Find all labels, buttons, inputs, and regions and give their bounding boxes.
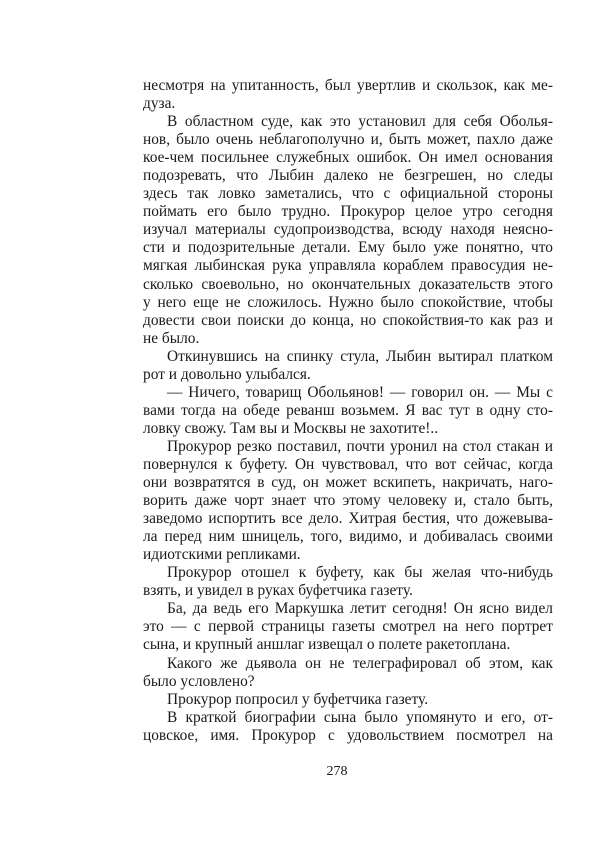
text-line: поймать его было трудно. Прокурор целое утро сегодня <box>143 203 553 221</box>
text-line: Прокурор резко поставил, почти уронил на стол стакан и <box>167 437 553 455</box>
text-line: В областном суде, как это установил для себя Оболья- <box>167 113 553 131</box>
paragraph <box>143 348 553 384</box>
text-line: у него еще не сложилось. Нужно было спокойствие, чтобы <box>143 293 553 311</box>
text-line: заведомо испортить все дело. Хитрая бестия, что дожевыва- <box>143 510 553 528</box>
text-line: цовское, имя. Прокурор с удовольствием посмотрел на <box>143 726 553 744</box>
body-text <box>143 77 553 745</box>
text-line: Прокурор попросил у буфетчика газету. <box>167 690 429 708</box>
text-line: ворить даже чорт знает что этому человеку и, стало быть, <box>143 492 553 510</box>
text-line: Прокурор отошел к буфету, как бы желая что-нибудь <box>167 564 553 582</box>
text-line: ловку свожу. Там вы и Москвы не захотите!.. <box>143 419 439 437</box>
text-line: подозревать, что Лыбин далеко не безгрешен, но следы <box>143 167 553 185</box>
paragraph <box>143 655 553 691</box>
paragraph <box>143 709 553 745</box>
text-line: В краткой биографии сына было упомянуто и его, от- <box>167 708 553 726</box>
text-line: кое-чем посильнее служебных ошибок. Он имел основания <box>143 149 553 167</box>
text-line: довести свои поиски до конца, но спокойствия-то как раз и <box>143 311 553 329</box>
text-line: сына, и крупный аншлаг извещал о полете ракетоплана. <box>143 636 511 654</box>
paragraph <box>143 77 553 113</box>
text-line: было условлено? <box>143 672 255 690</box>
paragraph <box>143 113 553 348</box>
text-line: ла перед ним шницель, того, видимо, и добивалась своими <box>143 528 553 546</box>
text-line: мягкая лыбинская рука управляла кораблем правосудия не- <box>143 257 553 275</box>
text-line: нов, было очень неблагополучно и, быть может, пахло даже <box>143 131 553 149</box>
text-line: взять, и увидел в руках буфетчика газету. <box>143 582 413 600</box>
text-line: — Ничего, товарищ Обольянов! — говорил он. — Мы с <box>167 383 553 401</box>
paragraph <box>143 691 553 709</box>
paragraph <box>143 384 553 438</box>
paragraph <box>143 564 553 600</box>
text-line: рот и довольно улыбался. <box>143 365 311 383</box>
page-number: 278 <box>326 764 348 779</box>
text-line: дуза. <box>143 95 176 113</box>
text-line: сколько своевольно, но окончательных доказательств этого <box>143 275 553 293</box>
text-line: Откинувшись на спинку стула, Лыбин вытирал платком <box>167 347 553 365</box>
text-line: сти и подозрительные детали. Ему было уже понятно, что <box>143 239 553 257</box>
paragraph <box>143 600 553 654</box>
text-line: это — с первой страницы газеты смотрел на него портрет <box>143 618 553 636</box>
text-line: Ба, да ведь его Маркушка летит сегодня! Он ясно видел <box>167 600 553 618</box>
text-line: они возвратятся в суд, он может вскипеть, накричать, наго- <box>143 474 553 492</box>
text-line: несмотря на упитанность, был увертлив и скользок, как ме- <box>143 77 553 94</box>
text-line: вами тогда на обеде реванш возьмем. Я вас тут в одну сто- <box>143 401 553 419</box>
text-line: не было. <box>143 329 200 347</box>
text-line: Какого же дьявола он не телеграфировал об этом, как <box>167 654 553 672</box>
text-line: изучал материалы судопроизводства, всюду находя неясно- <box>143 221 553 239</box>
text-line: повернулся к буфету. Он чувствовал, что вот сейчас, когда <box>143 455 553 473</box>
paragraph <box>143 438 553 564</box>
text-line: идиотскими репликами. <box>143 546 301 564</box>
text-line: здесь так ловко заметались, что с официальной стороны <box>143 185 553 203</box>
